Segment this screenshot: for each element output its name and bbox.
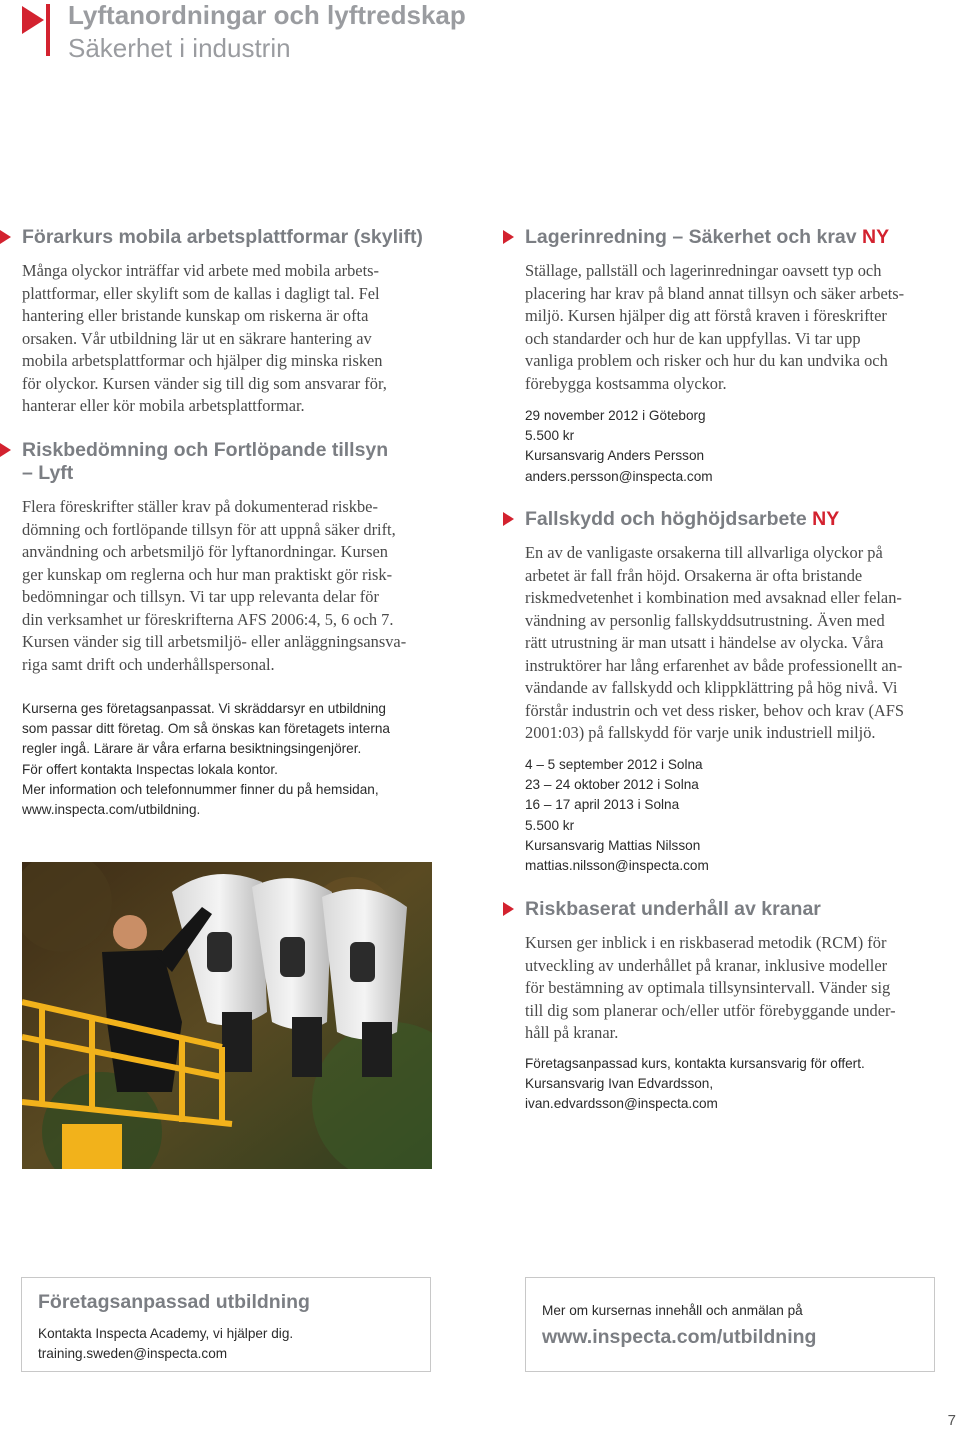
section-heading-skylift: Förarkurs mobila arbetsplattformar (skylift) xyxy=(22,226,442,249)
box-intro: Mer om kursernas innehåll och anmälan på xyxy=(542,1303,803,1318)
section-heading-riskbedomning: Riskbedömning och Fortlöpande tillsyn – Lyft xyxy=(22,439,442,485)
section-body-kranar: Kursen ger inblick i en riskbaserad metodik (RCM) för utveckling av underhållet på kranar, inklusive modeller för bestämning av optimala tillsynsintervall. Vänder sig till dig som planerar och/eller utför förebyggande under- håll på kranar. xyxy=(525,933,896,1042)
bullet-triangle-icon xyxy=(503,230,514,244)
course-details-fallskydd: 4 – 5 september 2012 i Solna 23 – 24 oktober 2012 i Solna 16 – 17 april 2013 i Solna 5.500 kr Kursansvarig Mattias Nilsson mattias.nilsson@inspecta.com xyxy=(525,757,709,874)
info-box-website xyxy=(525,1277,935,1372)
info-block-company: Kurserna ges företagsanpassat. Vi skräddarsyr en utbildning som passar ditt företag. Om så önskas kan företagets interna regler ingå. Lärare är våra erfarna besiktningsingenjörer. För offert kontakta Inspectas lokala kontor. Mer information och telefonnummer finner du på hemsidan, www.inspecta.com/utbildning. xyxy=(22,701,390,818)
bullet-triangle-icon xyxy=(503,512,514,526)
section-heading-fallskydd: Fallskydd och höghöjdsarbete NY xyxy=(525,508,945,531)
course-details-kranar: Företagsanpassad kurs, kontakta kursansvarig för offert. Kursansvarig Ivan Edvardsson, ivan.edvardsson@inspecta.com xyxy=(525,1056,865,1112)
section-body-riskbedomning: Flera föreskrifter ställer krav på dokumenterad riskbe- dömning och fortlöpande tillsyn för att uppnå säker drift, användning och arbetsmiljö för lyftanordningar. Kursen ger kunskap om reglerna och hur man praktiskt gör risk- bedömningar och tillsyn. Vi tar upp relevanta delar för din verksamhet ur föreskrifterna AFS 2006:4, 5, 6 och 7. Kursen vänder sig till arbetsmiljö- eller anläggningsansva- riga samt drift och underhållspersonal. xyxy=(22,497,407,674)
section-heading-lagerinredning: Lagerinredning – Säkerhet och krav NY xyxy=(525,226,945,249)
section-body-fallskydd: En av de vanligaste orsakerna till allvarliga olyckor på arbetet är fall från höjd. Orsakerna är ofta bristande riskmedvetenhet i kombination med avsaknad eller felan- vändning av personlig fallskyddsutrustning. Även med rätt utrustning är man utsatt i händelse av olycka. Våra instruktörer har lång erfarenhet av både professionellt an- vändande av fallskydd och klippklättring på hög nivå. Vi förstår industrin och vet dess risker, behov och krav (AFS 2001:03) på fallskydd för varje unik industriell miljö. xyxy=(525,543,904,742)
page-number: 7 xyxy=(947,1412,956,1429)
page-title: Lyftanordningar och lyftredskap xyxy=(68,0,466,30)
new-badge: NY xyxy=(812,508,840,530)
section-body-lagerinredning: Ställage, pallställ och lagerinredningar oavsett typ och placering har krav på bland annat tillsyn och säker arbets- miljö. Kursen hjälper dig att förstå kraven i föreskrifter och standarder och hur de kan uppfyllas. Vi tar upp vanliga problem och risker och hur du kan undvika och förebygga kostsamma olyckor. xyxy=(525,261,905,393)
bullet-triangle-icon xyxy=(0,443,11,457)
photo-worker-on-lift xyxy=(22,862,432,1169)
box-contact: Kontakta Inspecta Academy, vi hjälper dig. training.sweden@inspecta.com xyxy=(38,1324,418,1364)
bullet-triangle-icon xyxy=(0,230,11,244)
page-subtitle: Säkerhet i industrin xyxy=(68,33,291,63)
new-badge: NY xyxy=(862,226,890,248)
section-heading-kranar: Riskbaserat underhåll av kranar xyxy=(525,898,945,921)
box-title: Företagsanpassad utbildning xyxy=(38,1291,310,1313)
bullet-triangle-icon xyxy=(503,902,514,916)
brand-logo-icon xyxy=(22,4,54,56)
course-details-lagerinredning: 29 november 2012 i Göteborg 5.500 kr Kursansvarig Anders Persson anders.persson@inspecta.com xyxy=(525,408,713,484)
website-link[interactable]: www.inspecta.com/utbildning xyxy=(542,1326,817,1348)
info-box-company-training xyxy=(21,1277,431,1372)
section-body-skylift: Många olyckor inträffar vid arbete med mobila arbets- plattformar, eller skylift som de kallas i dagligt tal. Fel hantering eller bristande kunskap om riskerna är ofta orsaken. Vår utbildning lär ut en säkrare hantering av mobila arbetsplattformar och hjälper dig minska risken för olyckor. Kursen vänder sig till dig som ansvarar för, hanterar eller kör mobila arbetsplattformar. xyxy=(22,261,387,415)
contact-email[interactable]: training.sweden@inspecta.com xyxy=(38,1346,228,1362)
